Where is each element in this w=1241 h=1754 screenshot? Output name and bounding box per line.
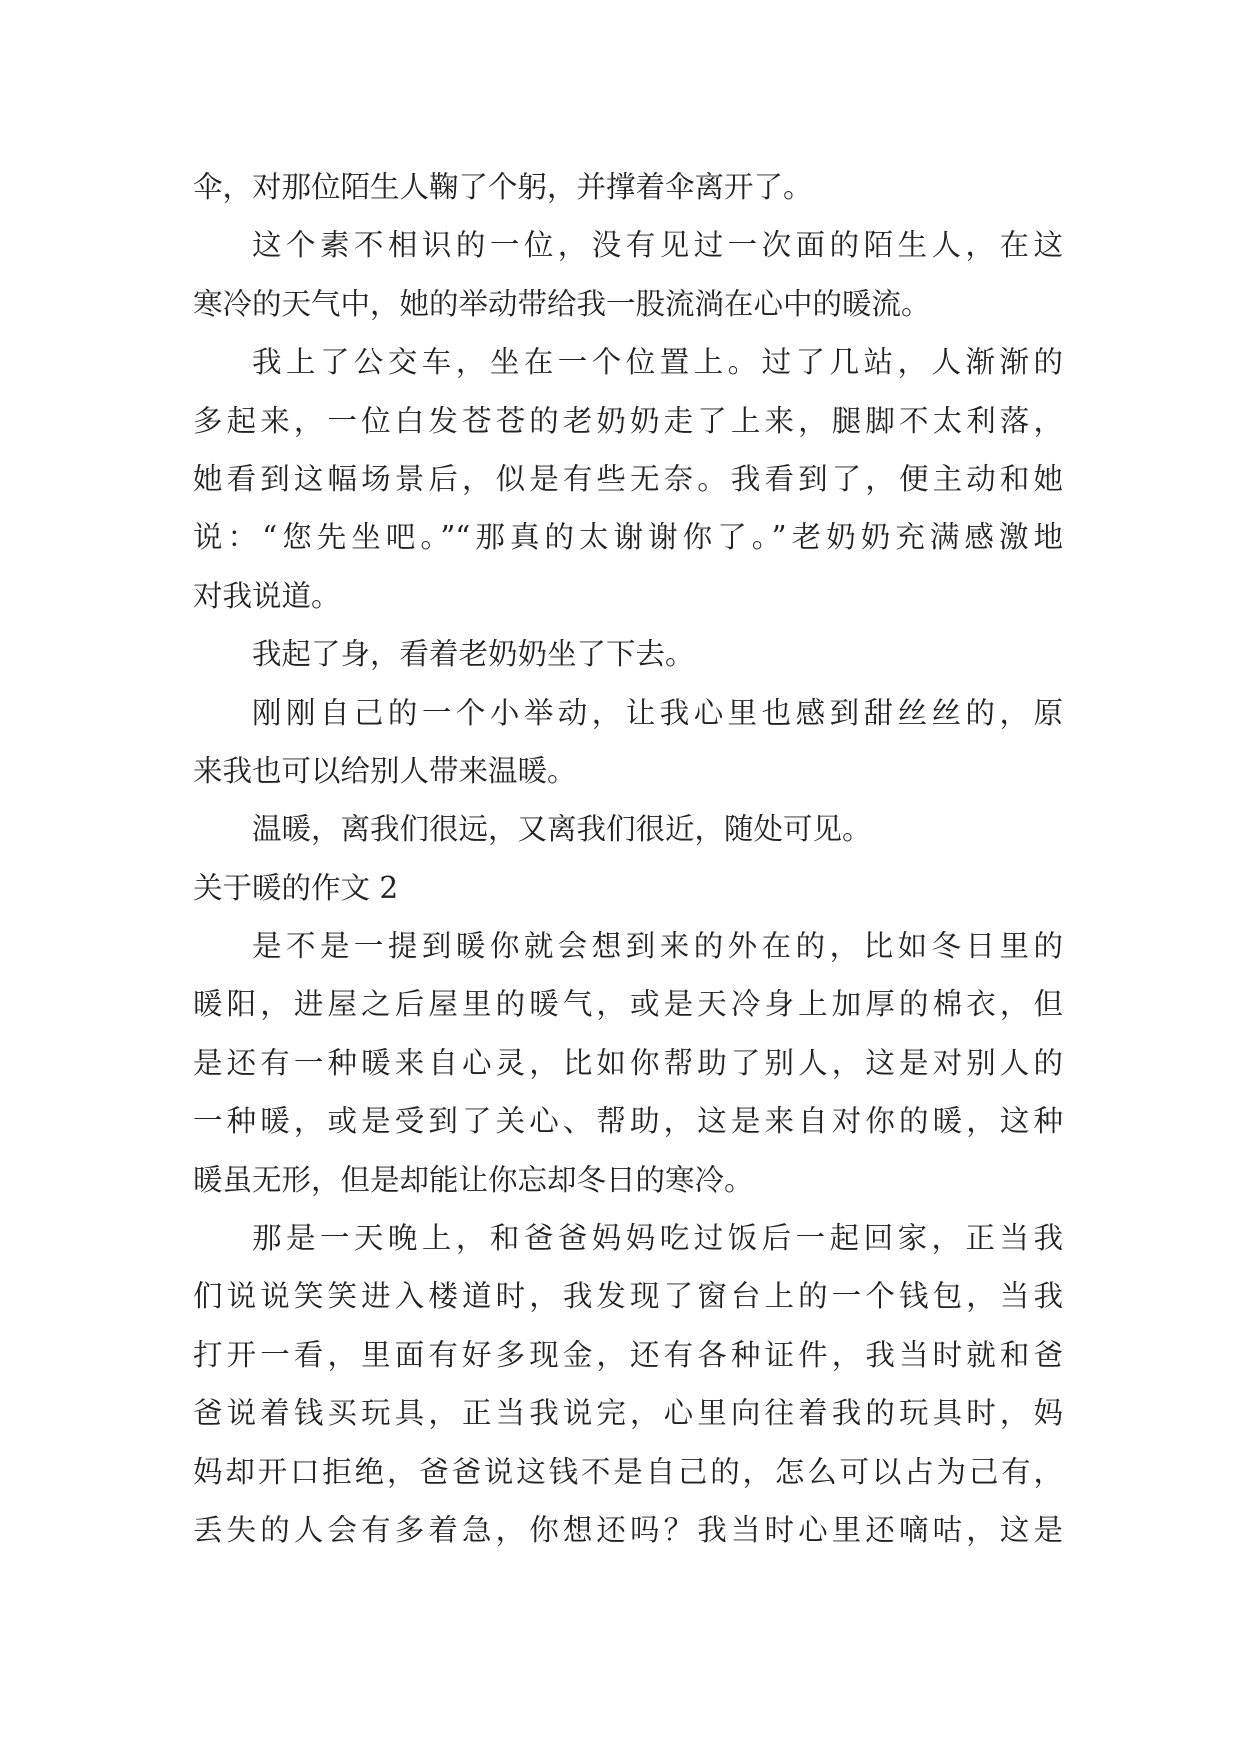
text-line: 一种暖，或是受到了关心、帮助，这是来自对你的暖，这种: [193, 1104, 1063, 1139]
text-line: 暖阳，进屋之后屋里的暖气，或是天冷身上加厚的棉衣，但: [193, 987, 1063, 1022]
text-line: 妈却开口拒绝，爸爸说这钱不是自己的，怎么可以占为己有，: [193, 1454, 1063, 1489]
text-line: 我上了公交车，坐在一个位置上。过了几站，人渐渐的: [252, 345, 1063, 380]
text-line: 温暖，离我们很远，又离我们很近，随处可见。: [252, 812, 872, 847]
text-line: 来我也可以给别人带来温暖。: [193, 753, 577, 788]
section-heading: 关于暖的作文 2: [193, 870, 399, 905]
text-line: 多起来，一位白发苍苍的老奶奶走了上来，腿脚不太利落，: [193, 403, 1063, 438]
text-line: 是不是一提到暖你就会想到来的外在的，比如冬日里的: [252, 929, 1063, 964]
text-line: 暖虽无形，但是却能让你忘却冬日的寒冷。: [193, 1162, 754, 1197]
text-line: 寒冷的天气中，她的举动带给我一股流淌在心中的暖流。: [193, 286, 931, 321]
text-line: 我起了身，看着老奶奶坐了下去。: [252, 637, 695, 672]
document-body: [193, 158, 1063, 1559]
text-line: 丢失的人会有多着急，你想还吗？我当时心里还嘀咕，这是: [193, 1512, 1063, 1547]
text-line: 说：“您先坐吧。”“那真的太谢谢你了。”老奶奶充满感激地: [193, 520, 1063, 555]
text-line: 她看到这幅场景后，似是有些无奈。我看到了，便主动和她: [193, 461, 1063, 496]
text-line: 打开一看，里面有好多现金，还有各种证件，我当时就和爸: [193, 1337, 1063, 1372]
text-line: 伞，对那位陌生人鞠了个躬，并撑着伞离开了。: [193, 170, 813, 204]
text-line: 那是一天晚上，和爸爸妈妈吃过饭后一起回家，正当我: [252, 1221, 1063, 1256]
text-line: 对我说道。: [193, 578, 341, 613]
text-line: 爸说着钱买玩具，正当我说完，心里向往着我的玩具时，妈: [193, 1396, 1063, 1431]
text-line: 刚刚自己的一个小举动，让我心里也感到甜丝丝的，原: [252, 695, 1063, 730]
text-line: 是还有一种暖来自心灵，比如你帮助了别人，这是对别人的: [193, 1045, 1063, 1080]
text-line: 们说说笑笑进入楼道时，我发现了窗台上的一个钱包，当我: [193, 1279, 1063, 1314]
text-line: 这个素不相识的一位，没有见过一次面的陌生人，在这: [252, 228, 1063, 263]
